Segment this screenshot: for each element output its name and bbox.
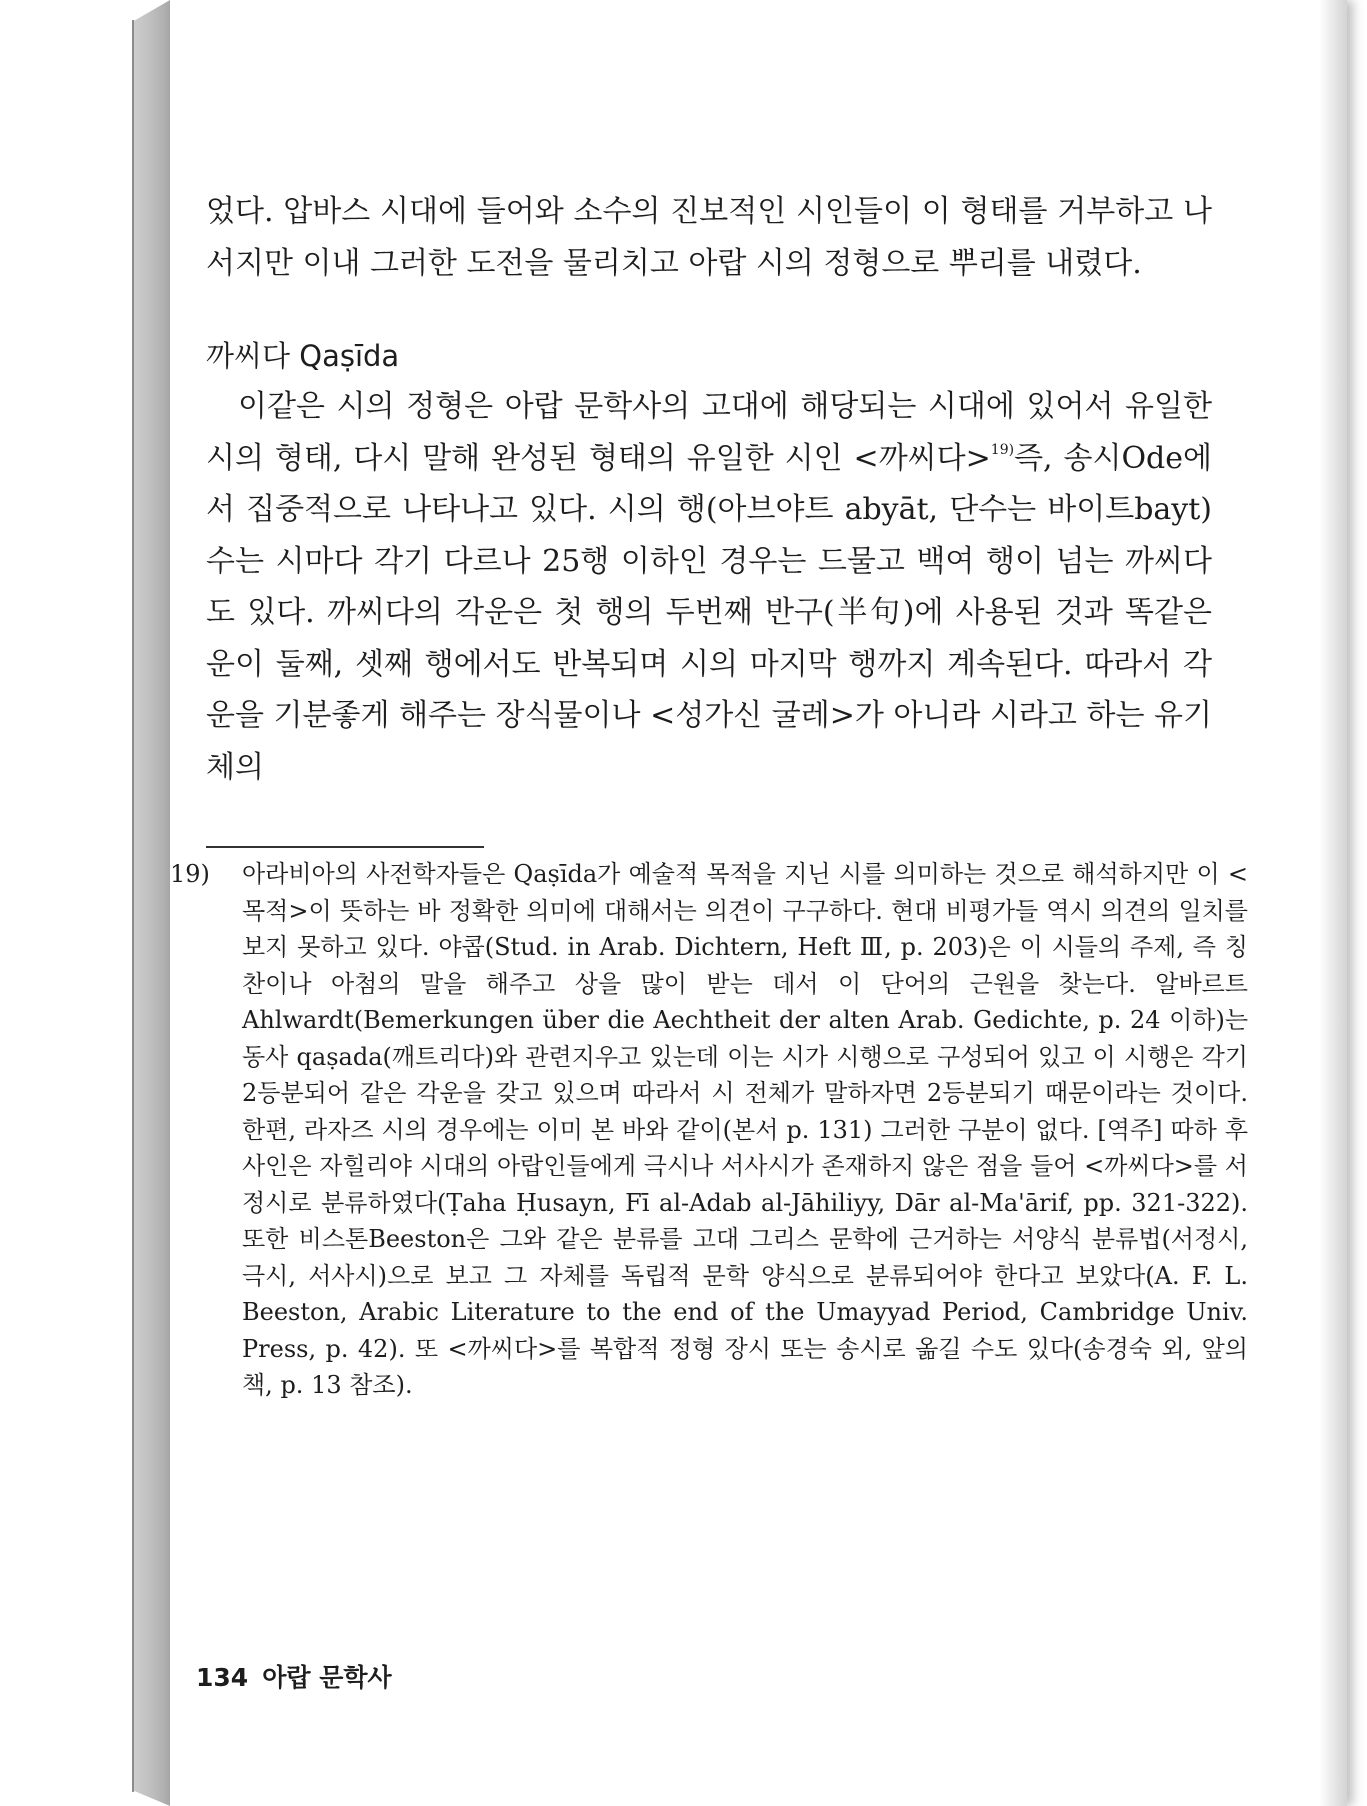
footnote-text: 아라비아의 사전학자들은 Qaṣīda가 예술적 목적을 지닌 시를 의미하는 것으로 해석하지만 이 <목적>이 뜻하는 바 정확한 의미에 대해서는 의견이 구구하다. 현대 비평가들 역시 의견의 일치를 보지 못하고 있다. 야콥(Stud. in Arab. Dichtern, Heft Ⅲ, p. 203)은 이 시들의 주제, 즉 칭찬이나 아첨의 말을 해주고 상을 많이 받는 데서 이 단어의 근원을 찾는다. 알바르트Ahlwardt(Bemerkungen über die Aechtheit der alten Arab. Gedichte, p. 24 이하)는 동사 qaṣada(깨트리다)와 관련지우고 있는데 이는 시가 시행으로 구성되어 있고 이 시행은 각기 2등분되어 같은 각운을 갖고 있으며 따라서 시 전체가 말하자면 2등분되기 때문이라는 것이다. 한편, 라자즈 시의 경우에는 이미 본 바와 같이(본서 p. 131) 그러한 구분이 없다. [역주] 따하 후사인은 자힐리야 시대의 아랍인들에게 극시나 서사시가 존재하지 않은 점을 들어 <까씨다>를 서정시로 분류하였다(Ṭaha Ḥusayn, Fī al-Adab al-Jāhiliyy, Dār al-Ma'ārif, pp. 321-322). 또한 비스톤Beeston은 그와 같은 분류를 고대 그리스 문학에 근거하는 서양식 분류법(서정시, 극시, 서사시)으로 보고 그 자체를 독립적 문학 양식으로 분류되어야 한다고 보았다(A. F. L. Beeston, Arabic Literature to the end of the Umayyad Period, Cambridge Univ. Press, p. 42). 또 <까씨다>를 복합적 정형 장시 또는 송시로 옮길 수도 있다(송경숙 외, 앞의 책, p. 13 참조). (242, 860, 1248, 1399)
section-heading: 까씨다 Qaṣīda (206, 339, 400, 373)
footnote (170, 856, 1248, 1404)
paragraph-main (206, 381, 1212, 793)
paragraph-main-part1: 이같은 시의 정형은 아랍 문학사의 고대에 해당되는 시대에 있어서 유일한 시의 형태, 다시 말해 완성된 형태의 유일한 시인 <까씨다> (206, 389, 1212, 476)
running-title: 아랍 문학사 (262, 1663, 392, 1692)
page-edge-shade (1319, 0, 1345, 1806)
footnote-number: 19) (170, 860, 210, 888)
footnote-reference[interactable]: 19) (990, 441, 1015, 458)
footnote-divider (206, 846, 484, 848)
paragraph-main-part2: 즉, 송시Ode에서 집중적으로 나타나고 있다. 시의 행(아브야트 abyāt, 단수는 바이트bayt) 수는 시마다 각기 다르나 25행 이하인 경우는 드물고 백여 행이 넘는 까씨다도 있다. 까씨다의 각운은 첫 행의 두번째 반구(半句)에 사용된 것과 똑같은 운이 둘째, 셋째 행에서도 반복되며 시의 마지막 행까지 계속된다. 따라서 각운을 기분좋게 해주는 장식물이나 <성가신 굴레>가 아니라 시라고 하는 유기체의 (206, 440, 1212, 785)
body-text (206, 186, 1212, 793)
paragraph-continued: 었다. 압바스 시대에 들어와 소수의 진보적인 시인들이 이 형태를 거부하고 나서지만 이내 그러한 도전을 물리치고 아랍 시의 정형으로 뿌리를 내렸다. (206, 194, 1212, 281)
book-spine (132, 0, 170, 1806)
page-footer (196, 1660, 406, 1696)
book-spine-edge (132, 20, 134, 1792)
page-number: 134 (196, 1663, 249, 1692)
